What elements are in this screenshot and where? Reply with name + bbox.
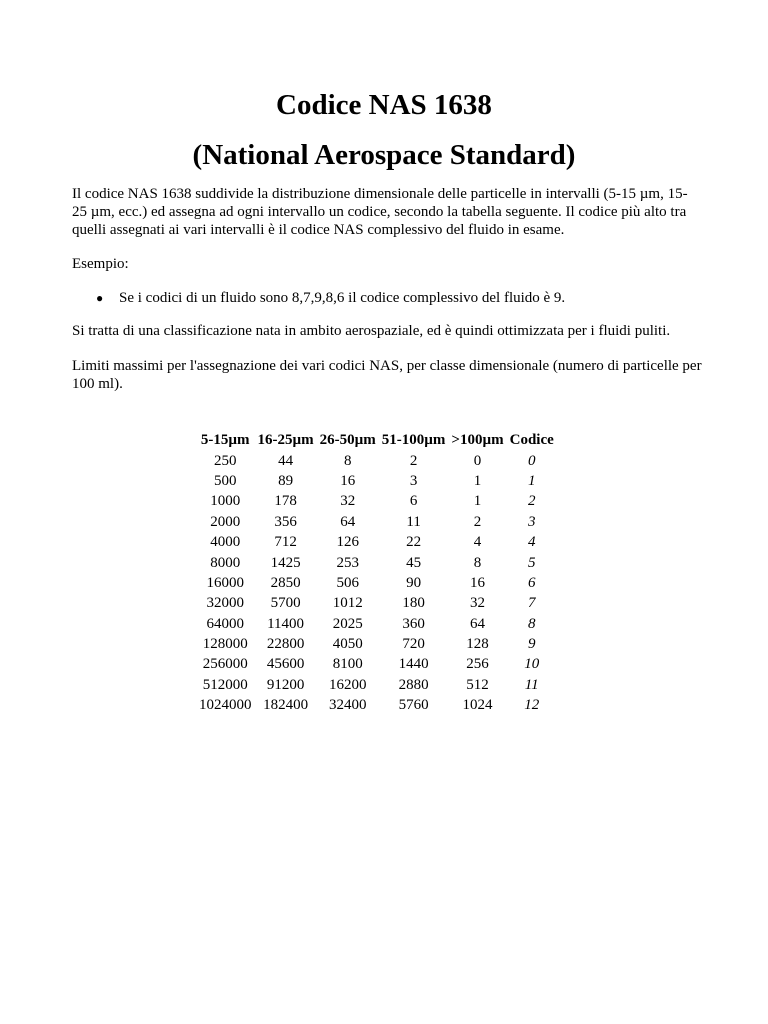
table-cell-code: 7 bbox=[527, 595, 536, 612]
table-row bbox=[196, 695, 557, 715]
table-cell: 182400 bbox=[263, 697, 309, 714]
table-cell-code: 0 bbox=[527, 452, 536, 469]
table-cell: 356 bbox=[274, 513, 297, 530]
table-cell: 1 bbox=[473, 493, 482, 510]
table-cell: 16000 bbox=[206, 574, 244, 591]
table-row bbox=[196, 654, 557, 674]
table-cell: 1425 bbox=[270, 554, 301, 571]
table-cell: 360 bbox=[402, 615, 425, 632]
table-cell: 22800 bbox=[266, 636, 305, 653]
header-codice: Codice bbox=[509, 432, 554, 449]
table-row bbox=[196, 552, 557, 572]
table-cell-code: 9 bbox=[527, 636, 536, 653]
table-cell: 11 bbox=[406, 513, 421, 530]
table-cell: 256000 bbox=[202, 656, 248, 673]
limits-paragraph: Limiti massimi per l'assegnazione dei vari codici NAS, per classe dimensionale (numero di particelle per 100 ml). bbox=[72, 358, 702, 392]
table-cell-code: 11 bbox=[524, 676, 539, 693]
table-cell: 1024 bbox=[462, 697, 493, 714]
table-cell: 5700 bbox=[270, 595, 301, 612]
table-cell: 16 bbox=[340, 472, 356, 489]
table-cell: 4000 bbox=[210, 534, 241, 551]
table-cell-code: 10 bbox=[524, 656, 540, 673]
table-cell: 2880 bbox=[398, 676, 429, 693]
table-row bbox=[196, 450, 557, 470]
example-item-text: Se i codici di un fluido sono 8,7,9,8,6 il codice complessivo del fluido è 9. bbox=[119, 290, 566, 306]
table-cell: 45 bbox=[406, 554, 422, 571]
table-cell: 2850 bbox=[270, 574, 301, 591]
table-row bbox=[196, 675, 557, 695]
table-row bbox=[196, 593, 557, 613]
table-cell: 90 bbox=[406, 574, 422, 591]
table-cell-code: 5 bbox=[527, 554, 536, 571]
table-cell: 512000 bbox=[202, 676, 248, 693]
table-cell: 8100 bbox=[332, 656, 363, 673]
table-cell: 1024000 bbox=[199, 697, 252, 714]
table-cell: 32 bbox=[470, 595, 486, 612]
table-cell-code: 8 bbox=[527, 615, 536, 632]
table-cell: 1440 bbox=[398, 656, 429, 673]
table-cell-code: 3 bbox=[527, 513, 536, 530]
table-row bbox=[196, 634, 557, 654]
table-cell: 5760 bbox=[398, 697, 429, 714]
header-16-25um: 16-25µm bbox=[257, 432, 314, 449]
header-5-15um: 5-15µm bbox=[200, 432, 250, 449]
table-cell: 250 bbox=[214, 452, 237, 469]
table-cell: 11400 bbox=[267, 615, 305, 632]
table-cell: 91200 bbox=[266, 676, 305, 693]
table-cell: 4 bbox=[473, 534, 482, 551]
table-row bbox=[196, 512, 557, 532]
table-cell: 6 bbox=[409, 493, 418, 510]
table-cell-code: 6 bbox=[527, 574, 536, 591]
table-body bbox=[196, 450, 557, 715]
table-cell: 2 bbox=[473, 513, 482, 530]
table-cell: 45600 bbox=[266, 656, 305, 673]
table-cell: 1 bbox=[473, 472, 482, 489]
nas-code-table bbox=[196, 430, 557, 715]
table-row bbox=[196, 573, 557, 593]
table-row bbox=[196, 491, 557, 511]
table-cell: 253 bbox=[336, 554, 359, 571]
table-cell: 180 bbox=[402, 595, 425, 612]
table-cell: 512 bbox=[466, 676, 489, 693]
table-cell: 500 bbox=[214, 472, 237, 489]
table-cell: 2000 bbox=[210, 513, 241, 530]
table-cell: 128 bbox=[466, 636, 489, 653]
table-cell: 3 bbox=[409, 472, 418, 489]
table-cell-code: 2 bbox=[527, 493, 536, 510]
bullet-icon: ● bbox=[96, 291, 104, 305]
table-cell: 64 bbox=[470, 615, 486, 632]
table-cell: 506 bbox=[336, 574, 359, 591]
table-cell: 16 bbox=[470, 574, 486, 591]
intro-paragraph: Il codice NAS 1638 suddivide la distribuzione dimensionale delle particelle in intervalli (5-15 µm, 15-25 µm, ecc.) ed assegna ad ogni intervallo un codice, secondo la tabella seguente. Il codice più alto tra quelli assegnati ai vari intervalli è il codice NAS complessivo del fluido in esame. bbox=[72, 186, 688, 238]
table-cell: 2025 bbox=[332, 615, 363, 632]
table-cell: 32 bbox=[340, 493, 356, 510]
table-cell: 712 bbox=[274, 534, 297, 551]
table-cell: 44 bbox=[278, 452, 294, 469]
table-cell-code: 4 bbox=[527, 534, 536, 551]
table-cell: 2 bbox=[409, 452, 418, 469]
table-cell: 256 bbox=[466, 656, 489, 673]
table-cell: 32000 bbox=[206, 595, 244, 612]
table-cell: 32400 bbox=[328, 697, 367, 714]
table-cell: 0 bbox=[473, 452, 482, 469]
title-line-2: (National Aerospace Standard) bbox=[192, 139, 576, 171]
table-cell: 126 bbox=[336, 534, 359, 551]
table-cell: 1000 bbox=[210, 493, 241, 510]
table-cell: 8000 bbox=[210, 554, 241, 571]
header-26-50um: 26-50µm bbox=[319, 432, 376, 449]
table-header-row bbox=[196, 430, 557, 450]
table-cell: 64000 bbox=[206, 615, 244, 632]
table-cell: 720 bbox=[402, 636, 425, 653]
table-cell: 8 bbox=[343, 452, 352, 469]
table-row bbox=[196, 471, 557, 491]
example-label: Esempio: bbox=[72, 256, 129, 272]
header-51-100um: 51-100µm bbox=[381, 432, 446, 449]
table-cell: 22 bbox=[406, 534, 422, 551]
title-line-1: Codice NAS 1638 bbox=[276, 89, 492, 121]
table-cell: 64 bbox=[340, 513, 356, 530]
table-cell: 128000 bbox=[202, 636, 248, 653]
table-cell-code: 12 bbox=[524, 697, 540, 714]
table-cell: 178 bbox=[274, 493, 297, 510]
table-row bbox=[196, 614, 557, 634]
table-cell: 89 bbox=[278, 472, 294, 489]
table-row bbox=[196, 532, 557, 552]
header-over-100um: >100µm bbox=[451, 432, 504, 449]
table-cell: 16200 bbox=[328, 676, 367, 693]
table-cell: 4050 bbox=[332, 636, 363, 653]
table-cell: 8 bbox=[473, 554, 482, 571]
table-cell-code: 1 bbox=[527, 472, 536, 489]
classification-paragraph: Si tratta di una classificazione nata in ambito aerospaziale, ed è quindi ottimizzata per i fluidi puliti. bbox=[72, 323, 671, 339]
table-cell: 1012 bbox=[332, 595, 363, 612]
